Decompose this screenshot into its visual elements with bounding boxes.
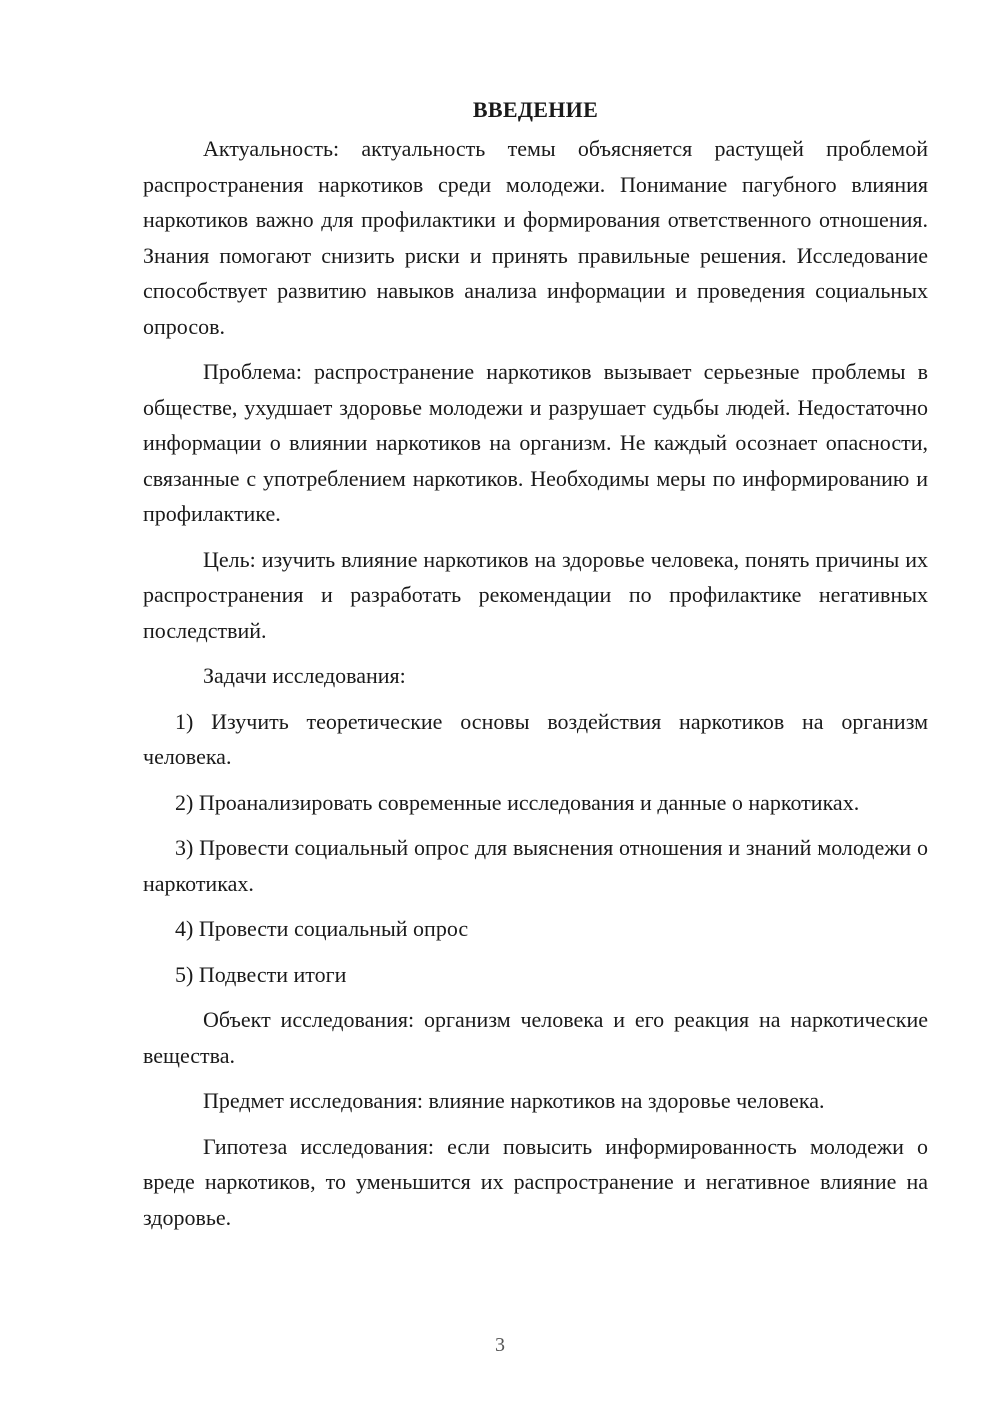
task-item-3: 3) Провести социальный опрос для выяснения отношения и знаний молодежи о наркотиках. bbox=[143, 835, 928, 896]
task-item-2: 2) Проанализировать современные исследования и данные о наркотиках. bbox=[175, 789, 860, 815]
task-item-5: 5) Подвести итоги bbox=[175, 961, 347, 987]
paragraph-tasks-intro: Задачи исследования: bbox=[203, 663, 406, 688]
document-page bbox=[143, 92, 928, 1245]
paragraph-object: Объект исследования: организм человека и его реакция на наркотические вещества. bbox=[143, 1007, 928, 1068]
section-heading: ВВЕДЕНИЕ bbox=[472, 97, 599, 122]
paragraph-goal: Цель: изучить влияние наркотиков на здоровье человека, понять причины их распространения и разработать рекомендации по профилактике негативных последствий. bbox=[143, 546, 928, 643]
paragraph-problem: Проблема: распространение наркотиков вызывает серьезные проблемы в обществе, ухудшает здоровье молодежи и разрушает судьбы людей. Недостаточно информации о влиянии наркотиков на организм. Не каждый осознает опасности, связанные с употреблением наркотиков. Необходимы меры по информированию и профилактике. bbox=[143, 359, 928, 526]
page-number: 3 bbox=[495, 1334, 505, 1356]
paragraph-relevance: Актуальность: актуальность темы объясняется растущей проблемой распространения наркотиков среди молодежи. Понимание пагубного влияния наркотиков важно для профилактики и формирования ответственного отношения. Знания помогают снизить риски и принять правильные решения. Исследование способствует развитию навыков анализа информации и проведения социальных опросов. bbox=[143, 136, 928, 339]
paragraph-hypothesis: Гипотеза исследования: если повысить информированность молодежи о вреде наркотиков, то уменьшится их распространение и негативное влияние на здоровье. bbox=[143, 1133, 928, 1230]
task-item-1: 1) Изучить теоретические основы воздействия наркотиков на организм человека. bbox=[143, 708, 928, 769]
paragraph-subject: Предмет исследования: влияние наркотиков на здоровье человека. bbox=[203, 1088, 825, 1113]
task-item-4: 4) Провести социальный опрос bbox=[175, 916, 469, 941]
